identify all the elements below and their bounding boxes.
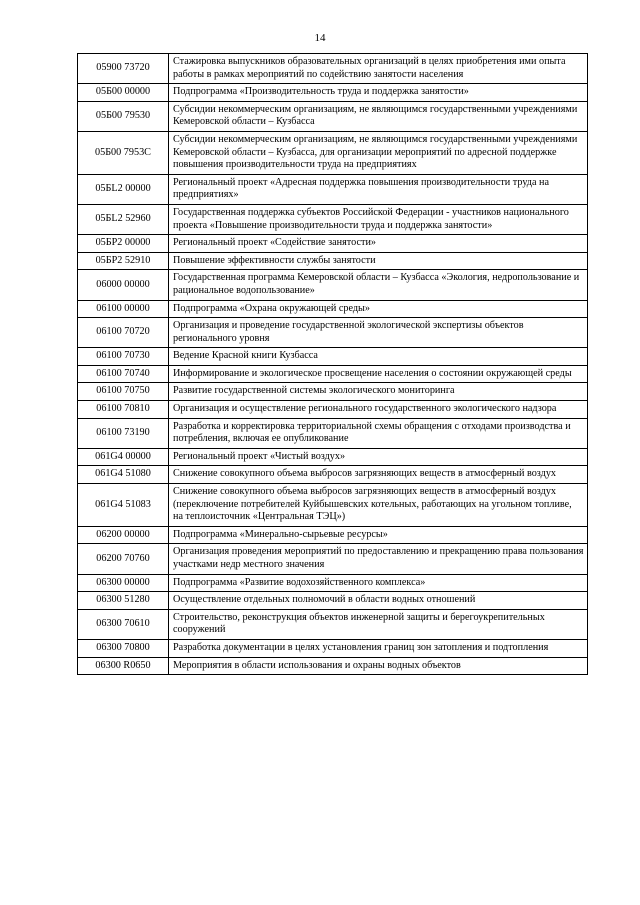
table-body: [78, 54, 588, 675]
row-code: 061G4 51080: [78, 466, 169, 484]
row-name: Мероприятия в области использования и охраны водных объектов: [169, 657, 588, 675]
row-name: Развитие государственной системы экологического мониторинга: [169, 383, 588, 401]
row-name: Региональный проект «Содействие занятости»: [169, 235, 588, 253]
table-row: [78, 348, 588, 366]
table-row: [78, 174, 588, 204]
row-code: 06300 70800: [78, 639, 169, 657]
table-row: [78, 466, 588, 484]
row-code: 06300 51280: [78, 592, 169, 610]
row-name: Государственная поддержка субъектов Российской Федерации - участников национального проекта «Повышение производительности труда и поддержка занятости»: [169, 204, 588, 234]
row-name: Субсидии некоммерческим организациям, не являющимся государственными учреждениями Кемеровской области – Кузбасса: [169, 101, 588, 131]
row-name: Повышение эффективности службы занятости: [169, 252, 588, 270]
row-code: 06100 73190: [78, 418, 169, 448]
table-row: [78, 657, 588, 675]
row-code: 06300 70610: [78, 609, 169, 639]
row-code: 06100 70730: [78, 348, 169, 366]
table-row: [78, 484, 588, 527]
row-code: 05БL2 00000: [78, 174, 169, 204]
row-name: Стажировка выпускников образовательных организаций в целях приобретения ими опыта работы в рамках мероприятий по содействию занятости населения: [169, 54, 588, 84]
table-row: [78, 300, 588, 318]
row-code: 05900 73720: [78, 54, 169, 84]
table-row: [78, 131, 588, 174]
row-code: 061G4 51083: [78, 484, 169, 527]
row-name: Государственная программа Кемеровской области – Кузбасса «Экология, недропользование и рациональное водопользование»: [169, 270, 588, 300]
row-code: 05БР2 00000: [78, 235, 169, 253]
row-name: Региональный проект «Чистый воздух»: [169, 448, 588, 466]
row-code: 06000 00000: [78, 270, 169, 300]
row-code: 05Б00 7953С: [78, 131, 169, 174]
row-code: 06200 00000: [78, 526, 169, 544]
row-name: Осуществление отдельных полномочий в области водных отношений: [169, 592, 588, 610]
row-name: Информирование и экологическое просвещение населения о состоянии окружающей среды: [169, 365, 588, 383]
row-code: 05БL2 52960: [78, 204, 169, 234]
row-name: Подпрограмма «Минерально-сырьевые ресурсы»: [169, 526, 588, 544]
row-name: Ведение Красной книги Кузбасса: [169, 348, 588, 366]
row-name: Подпрограмма «Охрана окружающей среды»: [169, 300, 588, 318]
row-name: Субсидии некоммерческим организациям, не являющимся государственными учреждениями Кемеровской области – Кузбасса, для организации мероприятий по адресной поддержке повышения производительности труда на предприятиях: [169, 131, 588, 174]
table-row: [78, 401, 588, 419]
row-code: 06300 R0650: [78, 657, 169, 675]
row-code: 06100 70720: [78, 318, 169, 348]
table-row: [78, 252, 588, 270]
row-name: Разработка документации в целях установления границ зон затопления и подтопления: [169, 639, 588, 657]
row-name: Подпрограмма «Производительность труда и поддержка занятости»: [169, 84, 588, 102]
table-row: [78, 270, 588, 300]
table-row: [78, 592, 588, 610]
table-row: [78, 54, 588, 84]
row-code: 06100 70810: [78, 401, 169, 419]
row-code: 06200 70760: [78, 544, 169, 574]
row-name: Организация и осуществление регионального государственного экологического надзора: [169, 401, 588, 419]
table-row: [78, 574, 588, 592]
table-row: [78, 448, 588, 466]
table-row: [78, 383, 588, 401]
budget-classification-table: [77, 53, 588, 675]
table-row: [78, 418, 588, 448]
page-number: 14: [314, 32, 326, 44]
table-row: [78, 235, 588, 253]
row-code: 05Б00 79530: [78, 101, 169, 131]
table-row: [78, 84, 588, 102]
row-code: 061G4 00000: [78, 448, 169, 466]
row-name: Разработка и корректировка территориальной схемы обращения с отходами производства и потребления, включая ее опубликование: [169, 418, 588, 448]
row-code: 06300 00000: [78, 574, 169, 592]
table-row: [78, 204, 588, 234]
row-name: Снижение совокупного объема выбросов загрязняющих веществ в атмосферный воздух (переключение потребителей Куйбышевских котельных, работающих на угольном топливе, на теплоисточник «Центральная ТЭЦ»): [169, 484, 588, 527]
row-code: 05Б00 00000: [78, 84, 169, 102]
row-name: Организация и проведение государственной экологической экспертизы объектов регионального уровня: [169, 318, 588, 348]
table-row: [78, 639, 588, 657]
table-row: [78, 365, 588, 383]
table-row: [78, 544, 588, 574]
row-name: Организация проведения мероприятий по предоставлению и прекращению права пользования участками недр местного значения: [169, 544, 588, 574]
row-code: 05БР2 52910: [78, 252, 169, 270]
table-row: [78, 609, 588, 639]
row-name: Строительство, реконструкция объектов инженерной защиты и берегоукрепительных сооружений: [169, 609, 588, 639]
row-name: Снижение совокупного объема выбросов загрязняющих веществ в атмосферный воздух: [169, 466, 588, 484]
row-code: 06100 70750: [78, 383, 169, 401]
table-row: [78, 318, 588, 348]
table-row: [78, 101, 588, 131]
row-name: Подпрограмма «Развитие водохозяйственного комплекса»: [169, 574, 588, 592]
row-code: 06100 00000: [78, 300, 169, 318]
row-code: 06100 70740: [78, 365, 169, 383]
row-name: Региональный проект «Адресная поддержка повышения производительности труда на предприятиях»: [169, 174, 588, 204]
table-row: [78, 526, 588, 544]
